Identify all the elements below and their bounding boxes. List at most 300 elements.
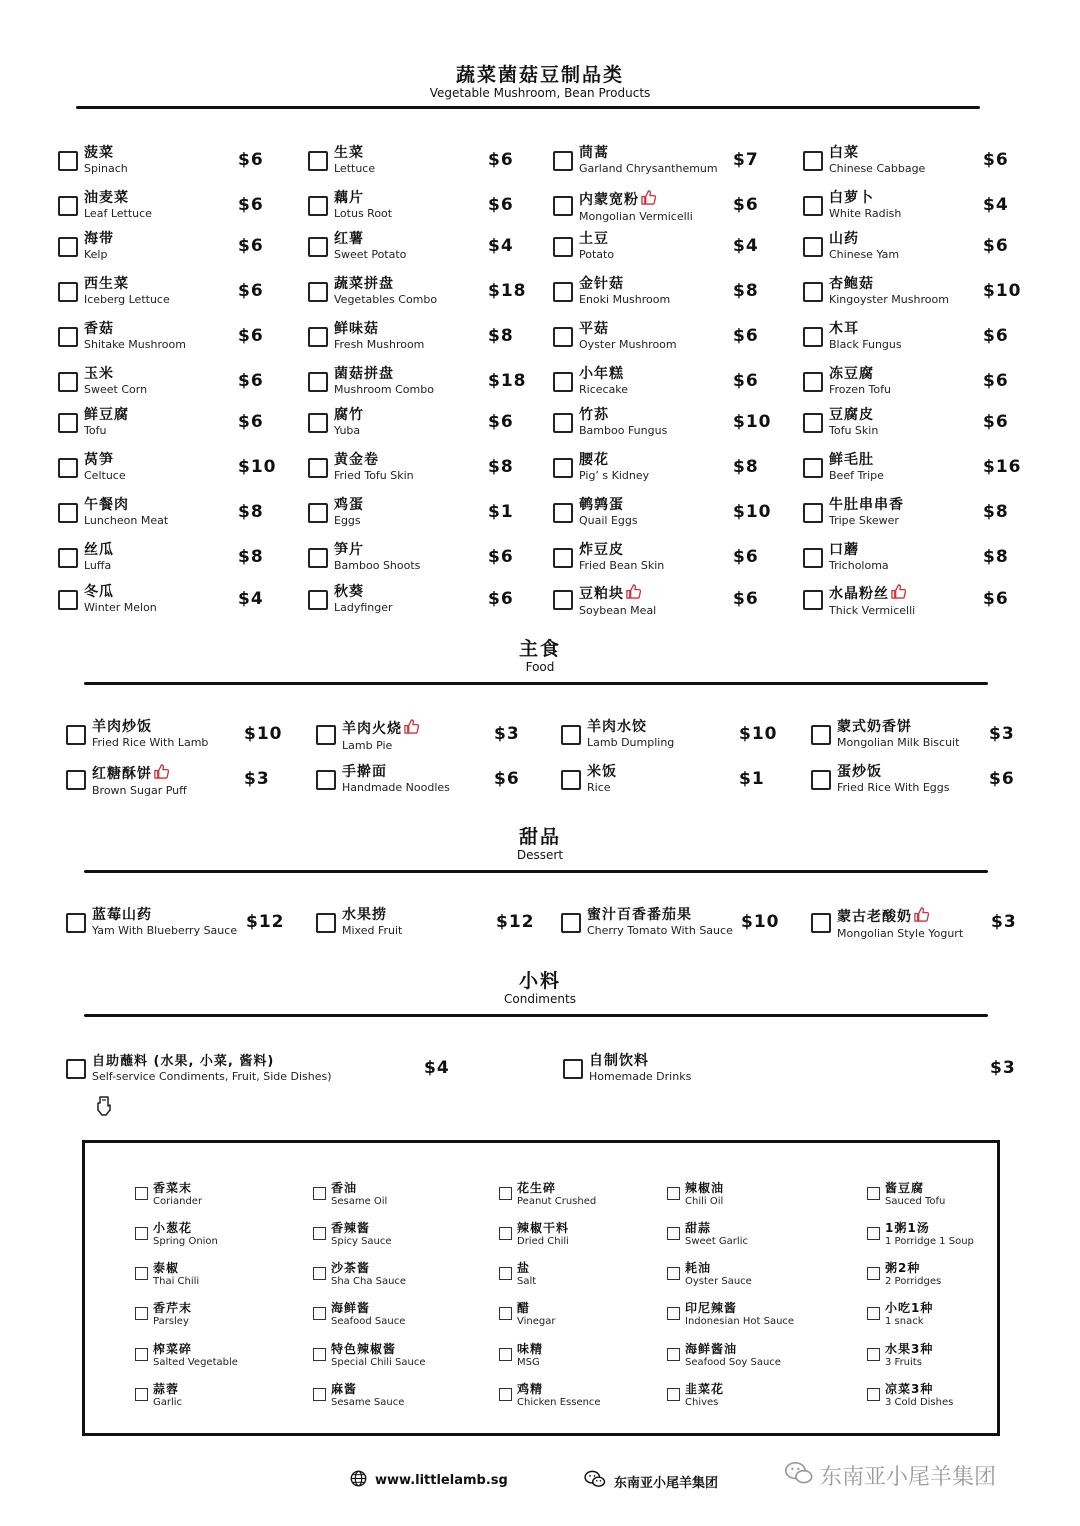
checkbox[interactable]	[553, 548, 573, 568]
checkbox[interactable]	[58, 327, 78, 347]
price: $8	[238, 547, 264, 567]
checkbox[interactable]	[308, 282, 328, 302]
condiment-name-cn: 辣椒干料	[517, 1221, 570, 1235]
menu-item[interactable]	[308, 407, 528, 441]
item-name-cn: 油麦菜	[84, 190, 129, 206]
price: $6	[494, 769, 520, 789]
condiments-section-title: 小料 Condiments	[504, 970, 576, 1006]
item-name-cn: 香菇	[84, 321, 114, 337]
condiment-name-en: Chili Oil	[685, 1196, 724, 1207]
item-name-cn: 秋葵	[334, 584, 364, 600]
menu-item[interactable]	[561, 764, 779, 798]
menu-item[interactable]	[561, 907, 781, 941]
menu-item[interactable]	[803, 190, 1023, 224]
item-name-en: Luffa	[84, 559, 112, 572]
checkbox[interactable]	[811, 913, 831, 933]
thumbs-up-icon	[914, 907, 929, 927]
item-name-en: Fried Bean Skin	[579, 559, 665, 572]
checkbox[interactable]	[308, 372, 328, 392]
price: $8	[983, 547, 1009, 567]
checkbox[interactable]	[313, 1307, 326, 1320]
checkbox[interactable]	[308, 458, 328, 478]
menu-item[interactable]	[58, 366, 278, 400]
menu-item[interactable]	[308, 584, 528, 618]
checkbox[interactable]	[867, 1227, 880, 1240]
item-name-cn: 笋片	[334, 542, 364, 558]
price: $12	[246, 912, 285, 932]
menu-item[interactable]	[553, 584, 773, 618]
checkbox[interactable]	[553, 196, 573, 216]
price: $8	[983, 502, 1009, 522]
menu-item-self-service-condiments[interactable]: 自助蘸料 (水果, 小菜, 酱料) Self-service Condiments, Fruit, Side Dishes) $4	[66, 1053, 466, 1087]
menu-item[interactable]	[553, 190, 773, 224]
price: $6	[488, 195, 514, 215]
checkbox[interactable]	[135, 1307, 148, 1320]
checkbox[interactable]	[66, 725, 86, 745]
menu-item[interactable]	[58, 452, 278, 486]
menu-item[interactable]	[58, 231, 278, 265]
checkbox[interactable]	[58, 151, 78, 171]
condiment-name-cn: 酱豆腐	[885, 1181, 925, 1195]
condiment-name-en: Parsley	[153, 1316, 189, 1327]
price: $6	[238, 281, 264, 301]
item-name-en: Tofu Skin	[829, 424, 879, 437]
item-name-cn: 水晶粉丝	[829, 584, 915, 604]
condiment-name-en: Oyster Sauce	[685, 1276, 752, 1287]
price: $6	[989, 769, 1015, 789]
checkbox[interactable]	[313, 1187, 326, 1200]
thumbs-up-icon	[891, 584, 906, 604]
item-name-cn: 午餐肉	[84, 497, 129, 513]
checkbox[interactable]	[66, 1059, 86, 1079]
checkbox[interactable]	[553, 458, 573, 478]
checkbox[interactable]	[135, 1348, 148, 1361]
item-name-en: Mongolian Style Yogurt	[837, 927, 964, 940]
checkbox[interactable]	[667, 1307, 680, 1320]
menu-item[interactable]	[811, 907, 1031, 941]
checkbox[interactable]	[308, 413, 328, 433]
menu-item[interactable]	[308, 145, 528, 179]
checkbox[interactable]	[135, 1187, 148, 1200]
condiment-name-en: Sha Cha Sauce	[331, 1276, 407, 1287]
checkbox[interactable]	[58, 237, 78, 257]
checkbox[interactable]	[58, 282, 78, 302]
menu-item[interactable]	[803, 452, 1023, 486]
item-name-cn: 白萝卜	[829, 190, 874, 206]
item-name-en: Tripe Skewer	[829, 514, 899, 527]
menu-item[interactable]	[58, 145, 278, 179]
checkbox[interactable]	[803, 151, 823, 171]
item-name-cn: 西生菜	[84, 276, 129, 292]
condiment-name-en: 2 Porridges	[885, 1276, 942, 1287]
item-name-cn: 菌菇拼盘	[334, 366, 394, 382]
checkbox[interactable]	[313, 1227, 326, 1240]
item-name-cn: 米饭	[587, 764, 617, 780]
checkbox[interactable]	[58, 590, 78, 610]
menu-item[interactable]	[58, 321, 278, 355]
menu-item[interactable]	[803, 584, 1023, 618]
item-name-cn: 鸡蛋	[334, 497, 364, 513]
condiment-name-en: Sweet Garlic	[685, 1236, 748, 1247]
checkbox[interactable]	[316, 725, 336, 745]
menu-item[interactable]	[803, 276, 1023, 310]
checkbox[interactable]	[308, 196, 328, 216]
veg-section-title: 蔬菜菌菇豆制品类 Vegetable Mushroom, Bean Products	[429, 64, 651, 100]
checkbox[interactable]	[499, 1348, 512, 1361]
checkbox[interactable]	[553, 590, 573, 610]
price: $1	[739, 769, 765, 789]
menu-item[interactable]	[553, 407, 773, 441]
checkbox[interactable]	[553, 327, 573, 347]
menu-item[interactable]	[308, 321, 528, 355]
item-name-cn: 豆腐皮	[829, 407, 874, 423]
checkbox[interactable]	[499, 1187, 512, 1200]
price: $8	[733, 281, 759, 301]
item-name-en: Yam With Blueberry Sauce	[92, 924, 238, 937]
menu-item[interactable]	[803, 366, 1023, 400]
condiment-name-cn: 泰椒	[153, 1261, 180, 1275]
item-name-en: Mongolian Vermicelli	[579, 210, 693, 223]
item-name-cn: 羊肉火烧	[342, 719, 419, 739]
item-name-en: Fried Rice With Lamb	[92, 736, 209, 749]
menu-item[interactable]	[553, 321, 773, 355]
price: $6	[983, 371, 1009, 391]
price: $4	[488, 236, 514, 256]
item-name-en: Frozen Tofu	[829, 383, 891, 396]
divider	[84, 870, 988, 873]
condiment-name-en: 3 Cold Dishes	[885, 1397, 954, 1408]
thumbs-up-icon	[641, 190, 656, 210]
checkbox[interactable]	[58, 372, 78, 392]
globe-icon	[350, 1470, 367, 1491]
checkbox[interactable]	[867, 1187, 880, 1200]
menu-item[interactable]	[316, 764, 534, 798]
item-name-en: Lotus Root	[334, 207, 393, 220]
price: $10	[739, 724, 778, 744]
menu-item[interactable]	[553, 452, 773, 486]
checkbox[interactable]	[308, 237, 328, 257]
price: $6	[238, 195, 264, 215]
checkbox[interactable]	[553, 413, 573, 433]
checkbox[interactable]	[803, 413, 823, 433]
checkbox[interactable]	[867, 1348, 880, 1361]
item-name-cn: 藕片	[334, 190, 364, 206]
item-name-cn: 口蘑	[829, 542, 859, 558]
checkbox[interactable]	[499, 1388, 512, 1401]
menu-item[interactable]	[811, 764, 1029, 798]
price: $6	[488, 589, 514, 609]
item-name-en: Lettuce	[334, 162, 376, 175]
price: $6	[733, 589, 759, 609]
item-name-en: Fresh Mushroom	[334, 338, 425, 351]
checkbox[interactable]	[313, 1348, 326, 1361]
checkbox[interactable]	[867, 1307, 880, 1320]
price: $8	[238, 502, 264, 522]
checkbox[interactable]	[667, 1388, 680, 1401]
checkbox[interactable]	[66, 913, 86, 933]
menu-item[interactable]	[553, 497, 773, 531]
condiment-name-en: Coriander	[153, 1196, 203, 1207]
item-name-en: Cherry Tomato With Sauce	[587, 924, 733, 937]
divider	[84, 1014, 988, 1017]
condiment-name-cn: 蒜蓉	[153, 1382, 180, 1396]
price: $7	[733, 150, 759, 170]
condiment-name-cn: 小葱花	[153, 1221, 193, 1235]
food-section-title: 主食 Food	[518, 638, 561, 674]
item-name-en: Leaf Lettuce	[84, 207, 152, 220]
menu-item[interactable]	[58, 497, 278, 531]
item-name-cn: 鲜味菇	[334, 321, 379, 337]
checkbox[interactable]	[66, 770, 86, 790]
watermark: 东南亚小尾羊集团	[784, 1460, 996, 1491]
menu-item[interactable]	[561, 719, 779, 753]
condiment-name-en: Salted Vegetable	[153, 1357, 238, 1368]
price: $6	[238, 412, 264, 432]
checkbox[interactable]	[811, 770, 831, 790]
menu-item[interactable]	[803, 145, 1023, 179]
checkbox[interactable]	[561, 913, 581, 933]
checkbox[interactable]	[58, 503, 78, 523]
item-name-en: Soybean Meal	[579, 604, 657, 617]
menu-item[interactable]	[58, 276, 278, 310]
checkbox[interactable]	[308, 590, 328, 610]
menu-item-homemade-drinks[interactable]: 自制饮料 Homemade Drinks $3	[563, 1053, 1023, 1087]
menu-item[interactable]	[316, 719, 534, 753]
item-name-en: Iceberg Lettuce	[84, 293, 170, 306]
condiment-name-cn: 小吃1种	[885, 1301, 934, 1315]
checkbox[interactable]	[563, 1059, 583, 1079]
wechat-icon	[584, 1470, 606, 1492]
item-name-cn: 小年糕	[579, 366, 624, 382]
menu-item[interactable]	[811, 719, 1029, 753]
price: $4	[238, 589, 264, 609]
checkbox[interactable]	[667, 1348, 680, 1361]
price: $3	[244, 769, 270, 789]
checkbox[interactable]	[553, 237, 573, 257]
menu-item[interactable]	[66, 907, 286, 941]
checkbox[interactable]	[308, 503, 328, 523]
menu-item[interactable]	[803, 542, 1023, 576]
checkbox[interactable]	[499, 1267, 512, 1280]
item-name-en: Rice	[587, 781, 611, 794]
checkbox[interactable]	[316, 770, 336, 790]
item-name-cn: 蒙式奶香饼	[837, 719, 912, 735]
item-name-en: Bamboo Shoots	[334, 559, 421, 572]
item-name-cn: 鹌鹑蛋	[579, 497, 624, 513]
item-name-cn: 白菜	[829, 145, 859, 161]
menu-item[interactable]	[553, 145, 773, 179]
checkbox[interactable]	[803, 282, 823, 302]
menu-item[interactable]	[308, 276, 528, 310]
checkbox[interactable]	[58, 548, 78, 568]
checkbox[interactable]	[561, 725, 581, 745]
condiment-name-en: Garlic	[153, 1397, 183, 1408]
item-name-en: Winter Melon	[84, 601, 157, 614]
checkbox[interactable]	[58, 413, 78, 433]
item-name-en: Kingoyster Mushroom	[829, 293, 949, 306]
checkbox[interactable]	[811, 725, 831, 745]
menu-item[interactable]	[58, 542, 278, 576]
price: $6	[733, 547, 759, 567]
condiment-name-cn: 特色辣椒酱	[331, 1342, 397, 1356]
checkbox[interactable]	[553, 503, 573, 523]
checkbox[interactable]	[803, 503, 823, 523]
condiment-name-en: Sesame Sauce	[331, 1397, 405, 1408]
price: $4	[733, 236, 759, 256]
condiment-name-cn: 味精	[517, 1342, 544, 1356]
item-name-en: Black Fungus	[829, 338, 902, 351]
item-name-en: Mongolian Milk Biscuit	[837, 736, 960, 749]
menu-item[interactable]	[308, 497, 528, 531]
condiment-name-en: 1 snack	[885, 1316, 924, 1327]
checkbox[interactable]	[135, 1227, 148, 1240]
item-name-en: Celtuce	[84, 469, 126, 482]
checkbox[interactable]	[867, 1388, 880, 1401]
item-name-en: Beef Tripe	[829, 469, 884, 482]
checkbox[interactable]	[499, 1307, 512, 1320]
item-name-cn: 腰花	[579, 452, 609, 468]
item-name-en: Shitake Mushroom	[84, 338, 186, 351]
price: $6	[488, 150, 514, 170]
menu-item[interactable]	[58, 584, 278, 618]
item-name-en: Lamb Pie	[342, 739, 393, 752]
divider	[84, 682, 988, 685]
item-name-cn: 蓝莓山药	[92, 907, 152, 923]
condiment-name-en: Indonesian Hot Sauce	[685, 1316, 795, 1327]
checkbox[interactable]	[803, 196, 823, 216]
item-name-cn: 羊肉炒饭	[92, 719, 152, 735]
price: $3	[990, 1058, 1016, 1078]
item-name-cn: 山药	[829, 231, 859, 247]
menu-item[interactable]	[553, 542, 773, 576]
item-name-en: Thick Vermicelli	[829, 604, 916, 617]
menu-item[interactable]	[803, 407, 1023, 441]
item-name-en: White Radish	[829, 207, 902, 220]
item-name-cn: 红薯	[334, 231, 364, 247]
checkbox[interactable]	[803, 548, 823, 568]
menu-item[interactable]	[66, 764, 284, 798]
menu-item[interactable]	[553, 276, 773, 310]
item-name-en: Pig’ s Kidney	[579, 469, 650, 482]
price: $8	[488, 457, 514, 477]
item-name-cn: 杏鲍菇	[829, 276, 874, 292]
checkbox[interactable]	[803, 327, 823, 347]
menu-item[interactable]	[58, 407, 278, 441]
condiment-name-cn: 耗油	[685, 1261, 712, 1275]
item-name-en: Luncheon Meat	[84, 514, 169, 527]
website-link[interactable]: www.littlelamb.sg	[350, 1470, 508, 1491]
item-name-cn: 手擀面	[342, 764, 387, 780]
checkbox[interactable]	[667, 1227, 680, 1240]
menu-item[interactable]	[308, 452, 528, 486]
checkbox[interactable]	[803, 237, 823, 257]
condiment-name-cn: 花生碎	[517, 1181, 557, 1195]
menu-item[interactable]	[66, 719, 284, 753]
checkbox[interactable]	[803, 458, 823, 478]
wechat-account[interactable]: 东南亚小尾羊集团	[584, 1470, 718, 1492]
item-name-cn: 冬瓜	[84, 584, 114, 600]
checkbox[interactable]	[308, 548, 328, 568]
price: $18	[488, 371, 527, 391]
item-name-en: Chinese Yam	[829, 248, 900, 261]
menu-item[interactable]	[316, 907, 536, 941]
checkbox[interactable]	[135, 1267, 148, 1280]
condiment-name-cn: 香芹末	[153, 1301, 193, 1315]
condiment-name-en: Thai Chili	[153, 1276, 200, 1287]
menu-item[interactable]	[803, 321, 1023, 355]
checkbox[interactable]	[867, 1267, 880, 1280]
checkbox[interactable]	[58, 196, 78, 216]
menu-item[interactable]	[58, 190, 278, 224]
item-name-cn: 黄金卷	[334, 452, 379, 468]
item-name-en: Fried Tofu Skin	[334, 469, 414, 482]
checkbox[interactable]	[313, 1267, 326, 1280]
item-name-cn: 红糖酥饼	[92, 764, 187, 784]
checkbox[interactable]	[553, 372, 573, 392]
checkbox[interactable]	[313, 1388, 326, 1401]
price: $6	[238, 371, 264, 391]
menu-item[interactable]	[553, 231, 773, 265]
condiment-name-en: Salt	[517, 1276, 537, 1287]
checkbox[interactable]	[308, 327, 328, 347]
condiment-name-cn: 麻酱	[331, 1382, 358, 1396]
checkbox[interactable]	[135, 1388, 148, 1401]
checkbox[interactable]	[803, 372, 823, 392]
checkbox[interactable]	[58, 458, 78, 478]
menu-item[interactable]	[308, 190, 528, 224]
checkbox[interactable]	[308, 151, 328, 171]
item-name-en: Ladyfinger	[334, 601, 393, 614]
menu-item[interactable]	[308, 231, 528, 265]
condiment-name-en: MSG	[517, 1357, 540, 1368]
menu-item[interactable]	[803, 231, 1023, 265]
menu-item[interactable]	[308, 366, 528, 400]
checkbox[interactable]	[553, 151, 573, 171]
price: $8	[488, 326, 514, 346]
item-name-en: Lamb Dumpling	[587, 736, 675, 749]
item-name-en: Spinach	[84, 162, 128, 175]
condiment-name-cn: 粥2种	[885, 1261, 921, 1275]
checkbox[interactable]	[316, 913, 336, 933]
price: $6	[983, 412, 1009, 432]
item-name-en: Oyster Mushroom	[579, 338, 677, 351]
menu-item[interactable]	[308, 542, 528, 576]
checkbox[interactable]	[499, 1227, 512, 1240]
item-name-cn: 水果捞	[342, 907, 387, 923]
checkbox[interactable]	[561, 770, 581, 790]
item-name-cn: 丝瓜	[84, 542, 114, 558]
item-name-cn: 内蒙宽粉	[579, 190, 693, 210]
menu-item[interactable]	[553, 366, 773, 400]
checkbox[interactable]	[803, 590, 823, 610]
condiment-name-en: 1 Porridge 1 Soup	[885, 1236, 974, 1247]
checkbox[interactable]	[667, 1187, 680, 1200]
price: $6	[733, 326, 759, 346]
item-name-en: Tricholoma	[829, 559, 889, 572]
condiment-name-en: Vinegar	[517, 1316, 556, 1327]
item-name-en: Ricecake	[579, 383, 629, 396]
checkbox[interactable]	[553, 282, 573, 302]
item-name-cn: 羊肉水饺	[587, 719, 647, 735]
condiment-name-cn: 韭菜花	[685, 1382, 725, 1396]
menu-item[interactable]	[803, 497, 1023, 531]
item-name-cn: 蒙古老酸奶	[837, 907, 963, 927]
price: $8	[733, 457, 759, 477]
price: $6	[983, 236, 1009, 256]
checkbox[interactable]	[667, 1267, 680, 1280]
condiment-name-en: 3 Fruits	[885, 1357, 922, 1368]
item-name-en: Sweet Potato	[334, 248, 407, 261]
